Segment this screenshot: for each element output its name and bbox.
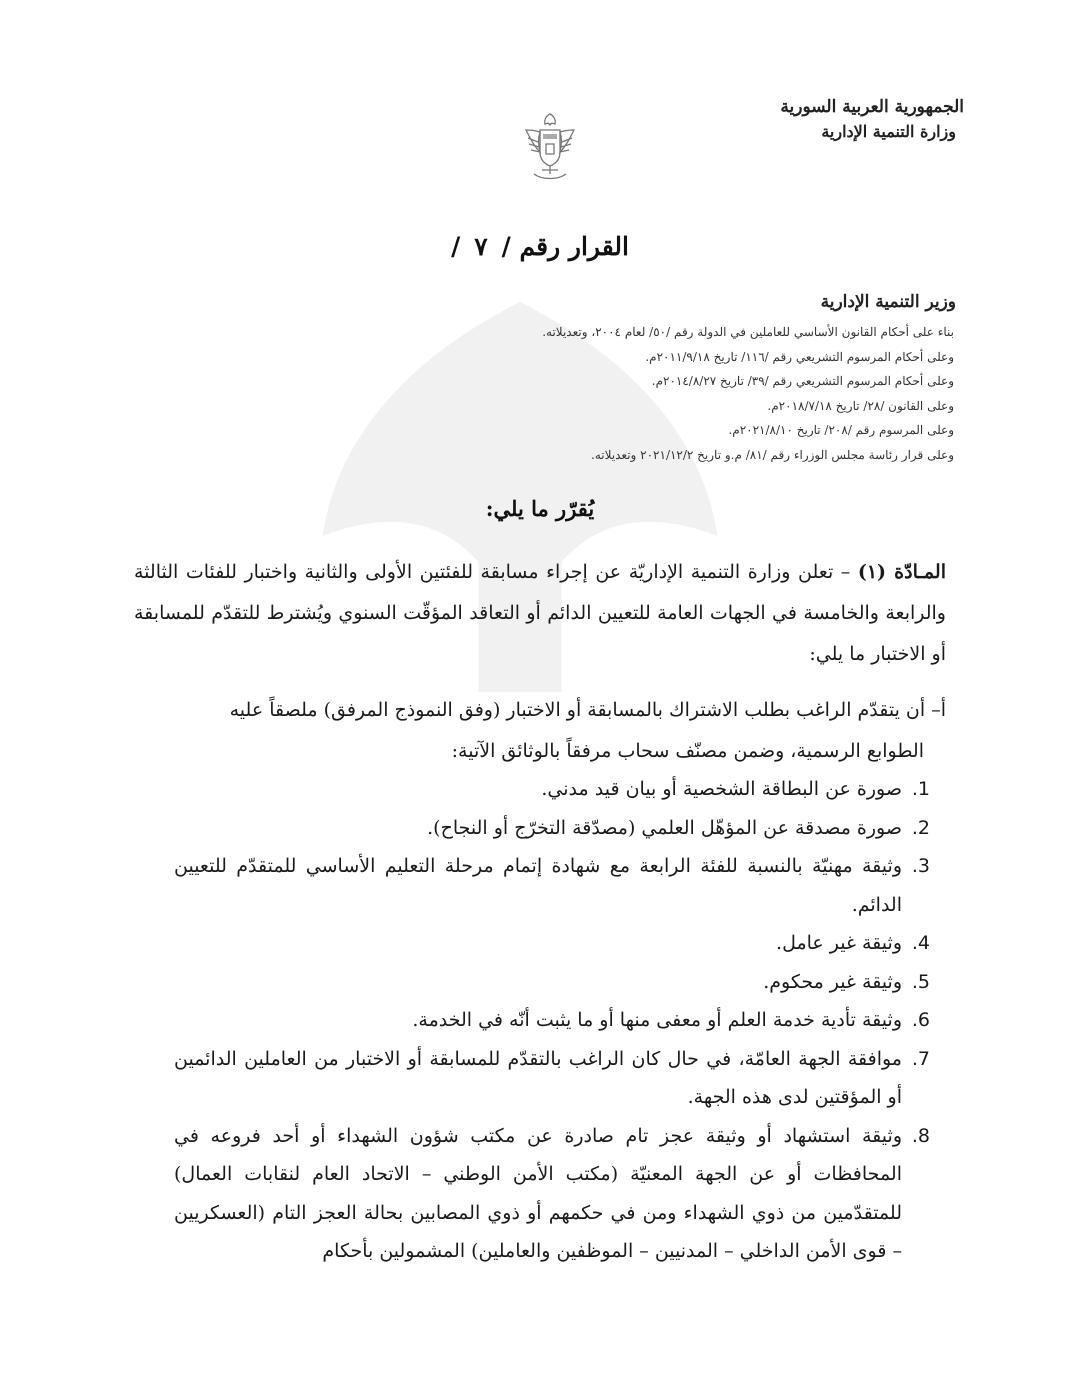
legal-basis-item: بناء على أحكام القانون الأساسي للعاملين في الدولة رقم /٥٠/ لعام ٢٠٠٤، وتعديلاته. [542, 325, 954, 339]
document-text: وثيقة غير محكوم. [763, 970, 902, 993]
country-name: الجمهورية العربية السورية [780, 97, 964, 117]
document-item [174, 809, 930, 848]
document-text: صورة مصدقة عن المؤهّل العلمي (مصدّقة التخرّج أو النجاح). [427, 816, 902, 839]
decision-title: القرار رقم /٧/ [451, 232, 629, 261]
decision-label: القرار رقم [519, 232, 629, 261]
document-number: 2. [911, 816, 930, 839]
ministry-name: وزارة التنمية الإدارية [821, 122, 956, 141]
legal-basis-item: وعلى القانون /٢٨/ تاريخ ٢٠١٨/٧/١٨م. [767, 398, 954, 413]
document-item [174, 963, 930, 1002]
document-number: 1. [911, 778, 930, 800]
document-number: 5. [911, 970, 930, 993]
document-number: 8. [911, 1124, 930, 1147]
legal-basis-item: وعلى أحكام المرسوم التشريعي رقم /٣٩/ تاريخ ٢٠١٤/٨/٢٧م. [651, 374, 954, 389]
legal-basis-item: وعلى قرار رئاسة مجلس الوزراء رقم /٨١/ م.و تاريخ ٢٠٢١/١٢/٢ وتعديلاته. [591, 447, 954, 462]
document-text: موافقة الجهة العامّة، في حال كان الراغب بالتقدّم للمسابقة أو الاختبار من العاملين الدائمين أو المؤقتين لدى هذه الجهة. [174, 1047, 902, 1108]
item-a-text-line2: الطوابع الرسمية، وضمن مصنّف سحاب مرفقاً بالوثائق الآتية: [451, 740, 924, 762]
document-item [174, 1001, 930, 1040]
document-text: وثيقة غير عامل. [776, 932, 902, 954]
item-a-text-line1: أن يتقدّم الراغب بطلب الاشتراك بالمسابقة أو الاختبار (وفق النموذج المرفق) ملصقاً عليه [229, 699, 926, 721]
document-text: وثيقة تأدية خدمة العلم أو معفى منها أو ما يثبت أنّه في الخدمة. [412, 1009, 902, 1031]
document-text: وثيقة استشهاد أو وثيقة عجز تام صادرة عن مكتب شؤون الشهداء أو أحد فروعه في المحافظات أو عن الجهة المعنيّة (مكتب الأمن الوطني – الاتحاد العام لنقابات العمال) للمتقدّمين من ذوي الشهداء ومن في حكمهم أو ذوي المصابين بحالة العجز التام (العسكريين – قوى الأمن الداخلي – المدنيين – الموظفين والعاملين) المشمولين بأحكام [174, 1124, 902, 1262]
decision-number: ٧ [474, 232, 488, 261]
document-item [174, 924, 930, 963]
article-1-label: المـادّة (١) [857, 561, 946, 583]
document-item [174, 770, 930, 809]
syrian-eagle-emblem-icon [520, 108, 580, 184]
article-1 [134, 552, 946, 675]
document-number: 4. [911, 932, 930, 954]
item-a [134, 690, 946, 772]
legal-basis-list [254, 320, 954, 468]
required-documents-list [174, 770, 930, 1271]
legal-basis-item: وعلى أحكام المرسوم التشريعي رقم /١١٦/ تاريخ ٢٠١١/٩/١٨م. [645, 349, 954, 364]
document-text: وثيقة مهنيّة بالنسبة للفئة الرابعة مع شهادة إتمام مرحلة التعليم الأساسي للمتقدّم للتعيين الدائم. [174, 855, 902, 916]
document-number: 6. [911, 1009, 930, 1031]
document-item [174, 1117, 930, 1271]
letterhead [780, 96, 964, 146]
document-item [174, 1040, 930, 1117]
document-item [174, 847, 930, 924]
resolve-heading: يُقرّر ما يلي: [485, 496, 595, 521]
minister-title: وزير التنمية الإدارية [820, 292, 956, 312]
document-text: صورة عن البطاقة الشخصية أو بيان قيد مدني. [541, 778, 902, 800]
document-number: 7. [911, 1047, 930, 1070]
document-number: 3. [911, 855, 930, 877]
item-a-marker: أ– [931, 699, 946, 721]
article-1-text: – تعلن وزارة التنمية الإداريّة عن إجراء مسابقة للفئتين الأولى والثانية واختبار للفئات الثالثة والرابعة والخامسة في الجهات العامة للتعيين الدائم أو التعاقد المؤقّت السنوي ويُشترط للتقدّم للمسابقة أو الاختبار ما يلي: [134, 561, 946, 665]
legal-basis-item: وعلى المرسوم رقم /٢٠٨/ تاريخ ٢٠٢١/٨/١٠م. [728, 423, 954, 438]
